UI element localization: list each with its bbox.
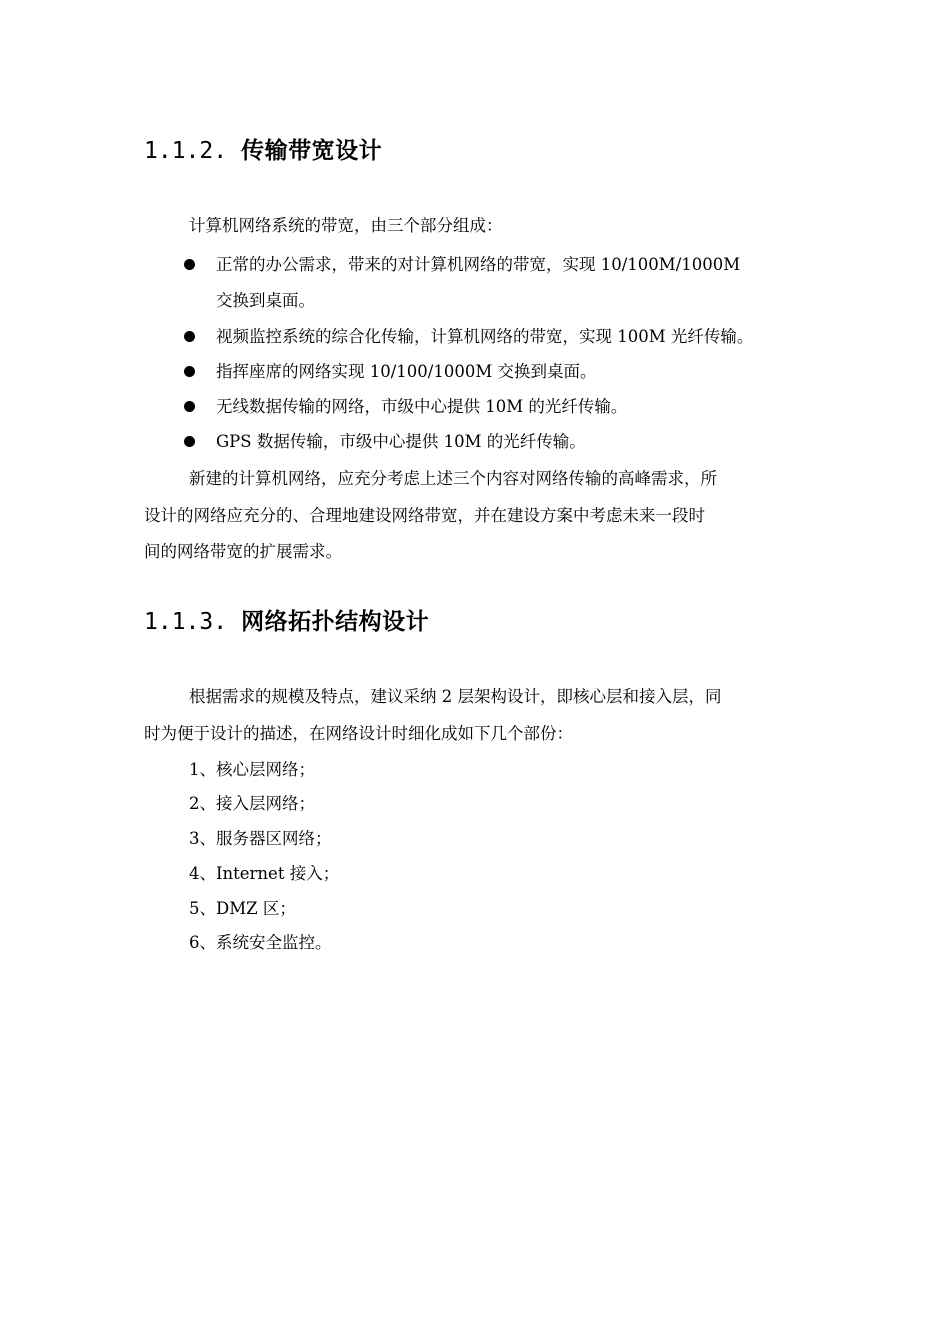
list-item: 5、DMZ 区； [189,899,296,918]
bullet-item-line: 视频监控系统的综合化传输，计算机网络的带宽，实现 100M 光纤传输。 [216,327,754,346]
list-item: 3、服务器区网络； [189,829,332,848]
paragraph-intro: 计算机网络系统的带宽，由三个部分组成： [189,216,503,235]
bullet-item-line: GPS 数据传输，市级中心提供 10M 的光纤传输。 [216,432,586,451]
list-item: 2、接入层网络； [189,794,315,813]
section-title: 传输带宽设计 [241,138,383,164]
list-item: 1、核心层网络； [189,760,315,779]
bullet-icon [184,331,195,342]
bullet-icon [184,401,195,412]
section-number: 1.1.2. [144,138,228,164]
section-title: 网络拓扑结构设计 [241,609,430,635]
section-heading [144,607,429,637]
bullet-item-line: 正常的办公需求，带来的对计算机网络的带宽，实现 10/100M/1000M [216,255,741,274]
section-number: 1.1.3. [144,609,228,635]
bullet-item-line: 指挥座席的网络实现 10/100/1000M 交换到桌面。 [216,362,597,381]
paragraph-line: 间的网络带宽的扩展需求。 [144,542,342,561]
paragraph-line: 时为便于设计的描述，在网络设计时细化成如下几个部份： [144,724,573,743]
bullet-icon [184,259,195,270]
bullet-item-line: 无线数据传输的网络，市级中心提供 10M 的光纤传输。 [216,397,628,416]
bullet-icon [184,436,195,447]
paragraph-line: 设计的网络应充分的、合理地建设网络带宽，并在建设方案中考虑未来一段时 [144,506,705,525]
paragraph-line: 新建的计算机网络，应充分考虑上述三个内容对网络传输的高峰需求，所 [189,469,717,488]
bullet-icon [184,366,195,377]
list-item: 4、Internet 接入； [189,864,340,883]
list-item: 6、系统安全监控。 [189,933,332,952]
bullet-item-line: 交换到桌面。 [216,291,315,310]
paragraph-line: 根据需求的规模及特点，建议采纳 2 层架构设计，即核心层和接入层，同 [189,687,722,706]
section-heading [144,136,382,166]
